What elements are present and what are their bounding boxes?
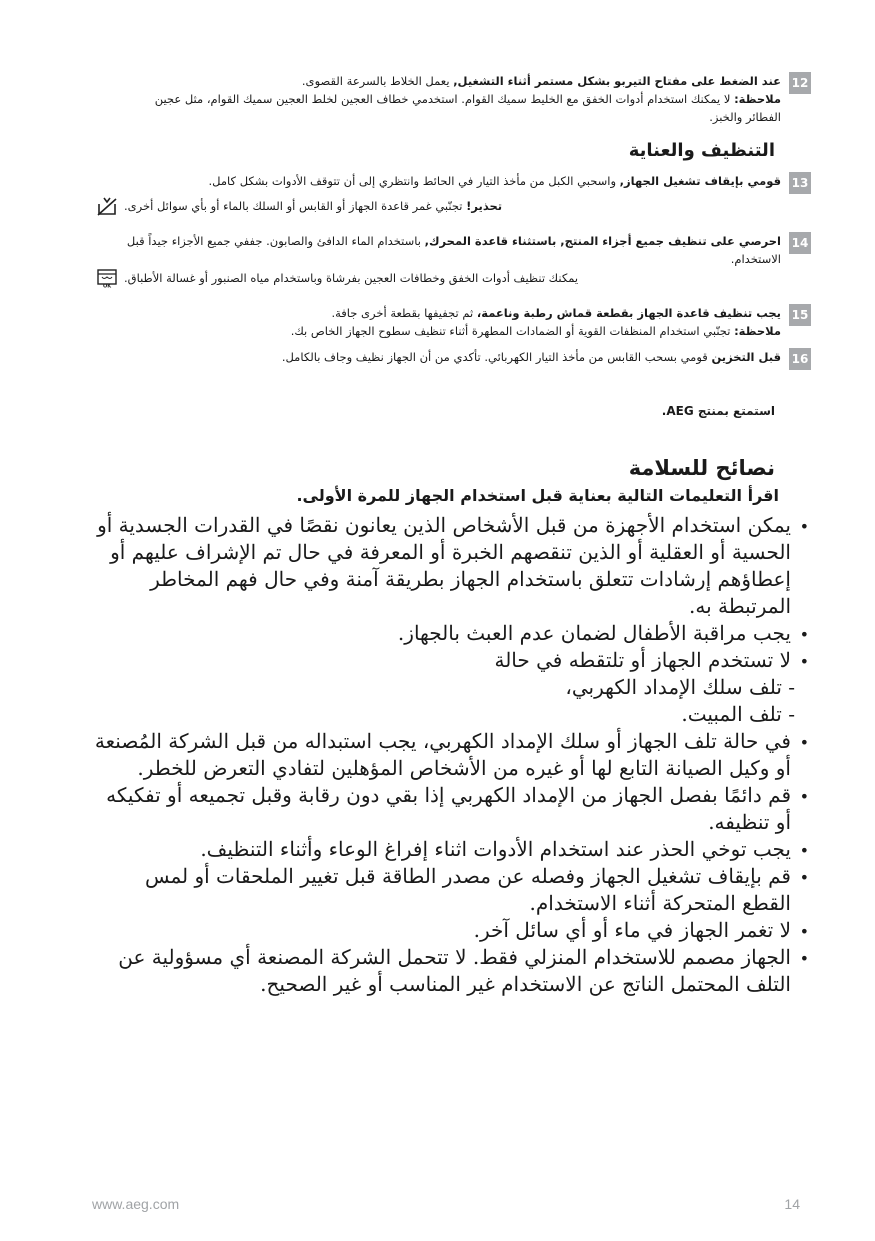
safety-heading: نصائح للسلامة: [628, 456, 775, 480]
note-line: ملاحظة: لا يمكنك استخدام أدوات الخفق مع الخليط سميك القوام. استخدمي خطاف العجين لخلط العجين سميك القوام، مثل عجين: [154, 92, 781, 106]
step-line: عند الضغط على مفتاح التيربو بشكل مستمر أثناء التشغيل, يعمل الخلاط بالسرعة القصوى.: [301, 74, 781, 88]
step-13: [96, 172, 811, 216]
list-subitem: - تلف سلك الإمداد الكهربي،: [565, 675, 795, 699]
step-12: [96, 72, 811, 126]
list-item: • قم دائمًا بفصل الجهاز من الإمداد الكهربي إذا بقي دون رقابة وقبل تجميعه أو تفكيكه أو تنظيفه.: [90, 782, 791, 836]
list-item: • لا تستخدم الجهاز أو تلتقطه في حالة: [90, 647, 791, 674]
list-item: • يجب مراقبة الأطفال لضمان عدم العبث بالجهاز.: [90, 620, 791, 647]
note-line: ملاحظة: تجنّبي استخدام المنظفات القوية أو الضمادات المطهرة أثناء تنظيف سطوح الجهاز الخاص بك.: [290, 324, 781, 338]
footer-url: www.aeg.com: [92, 1196, 180, 1212]
list-item: • يجب توخي الحذر عند استخدام الأدوات اثناء إفراغ الوعاء وأثناء التنظيف.: [90, 836, 791, 863]
step-15: [96, 304, 811, 340]
warning-line: تحذير! تجنّبي غمر قاعدة الجهاز أو القابس أو السلك بالماء أو بأي سوائل أخرى.: [124, 199, 503, 213]
no-immerse-icon: [96, 196, 118, 216]
svg-text:OK: OK: [102, 283, 112, 288]
list-item: • قم بإيقاف تشغيل الجهاز وفصله عن مصدر الطاقة قبل تغيير الملحقات أو لمس القطع المتحركة أثناء الاستخدام.: [90, 863, 791, 917]
step-number: 13: [789, 172, 811, 194]
step-line: يجب تنظيف قاعدة الجهاز بقطعة قماش رطبة وناعمة، ثم تجفيفها بقطعة أخرى جافة.: [331, 306, 781, 320]
list-item: • لا تغمر الجهاز في ماء أو أي سائل آخر.: [90, 917, 791, 944]
list-item: • الجهاز مصمم للاستخدام المنزلي فقط. لا تتحمل الشركة المصنعة أي مسؤولية عن التلف المحتمل الناتج عن الاستخدام غير المناسب أو غير الصحيح.: [90, 944, 791, 998]
list-subitem: - تلف المبيت.: [681, 702, 795, 726]
dishwasher-line: يمكنك تنظيف أدوات الخفق وخطافات العجين بفرشاة وباستخدام مياه الصنبور أو غسالة الأطباق.: [124, 271, 579, 285]
step-16: [96, 348, 811, 366]
enjoy-text: استمتع بمنتج AEG.: [661, 404, 775, 418]
cleaning-heading: التنظيف والعناية: [628, 140, 775, 161]
step-number: 14: [789, 232, 811, 254]
safety-list: [90, 512, 795, 998]
step-number: 16: [789, 348, 811, 370]
step-line: قومي بإيقاف تشغيل الجهاز, واسحبي الكبل من مأخذ التيار في الحائط وانتظري إلى أن تتوقف الأدوات بشكل كامل.: [208, 174, 781, 188]
step-line-cont: الاستخدام.: [730, 252, 781, 266]
step-number: 15: [789, 304, 811, 326]
note-line-cont: الفطائر والخبز.: [709, 110, 781, 124]
list-item: • يمكن استخدام الأجهزة من قبل الأشخاص الذين يعانون نقصًا في القدرات الجسدية أو الحسية أو العقلية أو الذين تنقصهم الخبرة أو المعرفة في حال تم الإشراف عليهم أو إعطاؤهم إرشادات تتعلق باستخدام الجهاز بطريقة آمنة وفي حال فهم المخاطر المرتبطة به.: [90, 512, 791, 620]
step-number: 12: [789, 72, 811, 94]
step-line: قبل التخزين قومي بسحب القابس من مأخذ التيار الكهربائي. تأكدي من أن الجهاز نظيف وجاف بالكامل.: [281, 350, 781, 364]
safety-intro: اقرأ التعليمات التالية بعناية قبل استخدام الجهاز للمرة الأولى.: [296, 486, 779, 505]
list-item: • في حالة تلف الجهاز أو سلك الإمداد الكهربي، يجب استبداله من قبل الشركة المُصنعة أو وكيل الصيانة التابع لها أو غيره من الأشخاص المؤهلين لتفادي التعرض للخطر.: [90, 728, 791, 782]
page-number: 14: [784, 1196, 800, 1212]
step-14: [96, 232, 811, 288]
dishwasher-ok-icon: [96, 268, 118, 288]
step-line: احرصي على تنظيف جميع أجزاء المنتج, باستثناء قاعدة المحرك, باستخدام الماء الدافئ والصابون. جففي جميع الأجزاء جيداً قبل: [126, 234, 781, 248]
